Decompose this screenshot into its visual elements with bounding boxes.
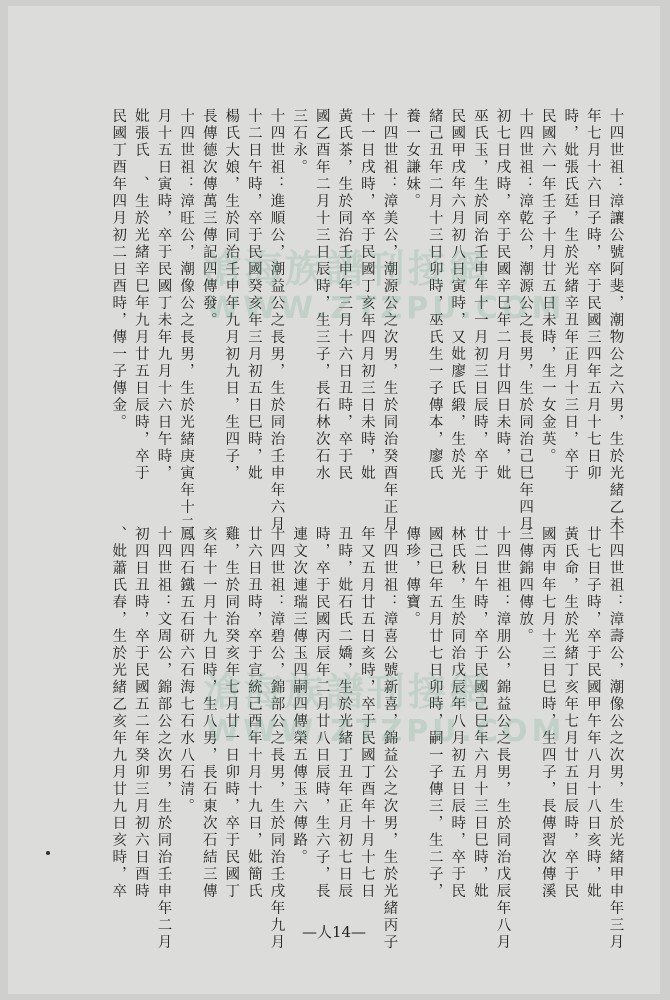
bottom-block-column: 丑時，妣石氏二嬌，生於光緒丁丑年正月初七日辰	[336, 526, 353, 900]
bottom-block-column: 黃氏命，生於光緒丁亥年七月廿五日辰時，卒于民	[562, 526, 579, 900]
top-block-column: 年七月十六日子時，卒于民國三四年五月十七日卯	[584, 108, 601, 482]
bottom-block-column: 傳珍，傳寶。	[404, 526, 421, 628]
bottom-block-column: 初四日丑時，卒于民國五二年癸卯三月初六日酉時	[132, 526, 149, 900]
watermark-cn-lower: 滄海族譜刊接網	[203, 670, 491, 714]
top-block-column: 民國甲戌年六月初八日寅時，又妣廖氏緞，生於光	[449, 108, 466, 482]
watermark-cn: 滄海族譜刊接網	[203, 247, 491, 291]
top-block-column: 十四世祖：漳乾公，潮源公之長男，生於同治己巳年四月	[517, 108, 534, 533]
top-block-column: 妣張氏 、生於光緒辛巳年九月廿五日辰時，卒于	[132, 108, 149, 482]
top-block-column: 月十五日寅時，卒于民國丁未年九月十六日午時，	[155, 108, 172, 482]
top-block-column: 黃氏茶，生於同治壬申年三月十六日丑時，卒于民	[336, 108, 353, 482]
bottom-block-column: 林氏秋，生於同治戊辰年八月初五日辰時，卒于民	[449, 526, 466, 900]
bottom-block-column: 亥年十一月十九日時，生八男，長石東次石結三傳	[200, 526, 217, 900]
top-block-column: 楊氏大娘，生於同治壬申年九月初九日，生四子，	[223, 108, 240, 482]
top-block-column: 巫氏玉，生於同治壬申年十一月初三日辰時，卒于	[471, 108, 488, 482]
bottom-block-column: 雞，生於同治癸亥年七月廿一日卯時，卒于民國丁	[223, 526, 240, 900]
bottom-block-column: 十四世祖：漳碧公，錦部公之長男，生於同治壬戌年九月	[268, 526, 285, 951]
top-block-column: 十一日戌時，卒于民國丁亥年四月初三日未時，妣	[358, 108, 375, 482]
top-block-column: 十二日午時，卒于民國癸亥年三月初五日巳時，妣	[245, 108, 262, 482]
top-block-column: 十四世祖：漳讓公號阿斐，潮物公之六男，生於光緒乙未	[607, 108, 624, 533]
top-block-column: 長傳德次傳萬三傳記四傳發。	[200, 108, 217, 329]
top-block-column: 民國六一年壬子十月廿五日未時，生一女金英。	[539, 108, 556, 465]
top-block-column: 國乙酉年二月十三日辰時，生三子，長石林次石水	[313, 108, 330, 482]
top-block-column: 初七日戌時，卒于民國辛巳年二月廿四日未時，妣	[494, 108, 511, 482]
bottom-block-column: 、妣蕭氏春，生於光緒乙亥年九月廿九日亥時，卒	[110, 526, 127, 900]
top-block-column: 十四世祖：進順公，潮益公之長男，生於同治壬申年六月	[268, 108, 285, 533]
bottom-block-column: 鳳四石鐵五石研六石海七石水八石清。	[178, 526, 195, 815]
bottom-block-column: 國丙申年七月十三日巳時，生四子，長傳習次傳溪	[539, 526, 556, 900]
watermark-en: WWW.ZTZPU.COM	[206, 291, 566, 326]
bottom-block-column: 廿六日丑時，卒于宣統己酉年十月十九日，妣簡氏	[245, 526, 262, 900]
top-block-column: 養一女謙妹。	[404, 108, 421, 210]
document-page	[8, 6, 660, 994]
bottom-block-column: 時，卒于民國丙辰年二月廿八日辰時，生六子，長	[313, 526, 330, 900]
bottom-block-column: 廿二日午時，卒于民國己巳年六月十三日巳時，妣	[471, 526, 488, 900]
bottom-block-column: 十四世祖：文周公，錦部公之次男，生於同治壬申年二月	[155, 526, 172, 951]
top-block-column: 十四世祖：漳美公，潮源公之次男，生於同治癸酉年正月	[381, 108, 398, 533]
watermark-en-lower: WWW.ZTZPU.COM	[206, 714, 566, 749]
ink-dot	[46, 851, 50, 855]
top-block-column: 民國丁酉年四月初二日酉時，傳一子傳金。	[110, 108, 127, 431]
text-area	[8, 6, 660, 951]
bottom-block-column: 十四世祖：漳壽公，潮像公之次男，生於光緒甲申年三月	[607, 526, 624, 951]
top-block-column: 三石永。	[291, 108, 308, 176]
bottom-block-column: 十四世祖：漳朋公，錦益公之長男，生於同治戊辰年八月	[494, 526, 511, 951]
top-block-column: 十四世祖：漳旺公，潮像公之長男，生於光緒庚寅年十二	[178, 108, 195, 533]
bottom-block-column: 連文次連瑞三傳玉四嗣四傳榮五傳玉六傳路。	[291, 526, 308, 866]
top-block-column: 時，妣張氏廷，生於光緒辛丑年正月十三日，卒于	[562, 108, 579, 482]
page-number: —人14—	[301, 923, 367, 941]
bottom-block-column: 廿七日子時，卒于民國甲午年八月十八日亥時，妣	[584, 526, 601, 900]
bottom-block-column: 年又五月廿五日亥時，卒于民國丁酉年十月十七日	[358, 526, 375, 900]
bottom-block-column: 十四世祖：漳喜公號新喜，錦益公之次男，生於光緒丙子	[381, 526, 398, 951]
bottom-block-column: 國己巳年五月廿七日卯時，嗣一子傳三，生二子，	[426, 526, 443, 900]
top-block-column: 緒己丑年二月十三日卯時，巫氏生一子傳本，廖氏	[426, 108, 443, 482]
bottom-block-column: 三傳錦四傳放。	[517, 526, 534, 645]
